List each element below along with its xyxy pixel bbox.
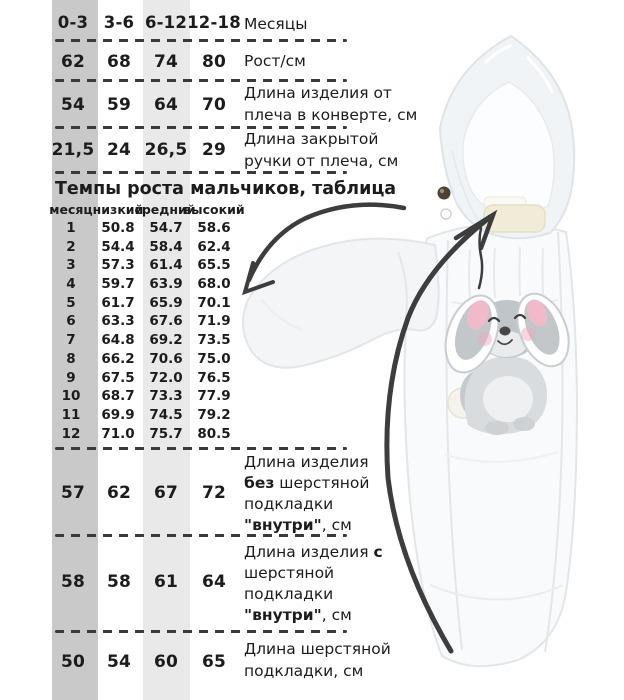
growth-medium: 75.7 bbox=[149, 425, 183, 442]
growth-medium: 54.7 bbox=[149, 220, 183, 236]
growth-medium: 63.9 bbox=[149, 276, 183, 293]
growth-low: 57.3 bbox=[101, 257, 135, 274]
growth-medium: 73.3 bbox=[149, 388, 183, 405]
growth-row bbox=[0, 219, 280, 238]
height-value: 68 bbox=[106, 52, 132, 72]
growth-high: 68.0 bbox=[197, 276, 231, 293]
months-label: Месяцы bbox=[244, 15, 308, 33]
growth-high: 58.6 bbox=[197, 220, 231, 236]
growth-month: 8 bbox=[66, 350, 76, 367]
growth-low: 68.7 bbox=[101, 388, 135, 405]
growth-row bbox=[0, 425, 280, 444]
length-no-wool-label: Длина изделия без шерстяной подкладки "внутри", см bbox=[244, 453, 370, 534]
growth-low: 67.5 bbox=[101, 369, 135, 386]
growth-month: 2 bbox=[66, 238, 76, 255]
height-value: 74 bbox=[153, 52, 179, 72]
dashed-divider bbox=[55, 534, 347, 537]
growth-medium: 74.5 bbox=[149, 406, 183, 423]
snap-button-ghost bbox=[441, 209, 451, 219]
growth-month: 3 bbox=[66, 257, 76, 274]
size-col-12-18: 12-18 bbox=[187, 13, 241, 32]
growth-low: 71.0 bbox=[101, 425, 135, 442]
growth-table-title: Темпы роста мальчиков, таблица bbox=[55, 179, 397, 199]
growth-col-low: низкий bbox=[92, 202, 144, 217]
growth-month: 7 bbox=[66, 332, 76, 349]
growth-low: 69.9 bbox=[101, 406, 135, 423]
sleeve-length-value: 26,5 bbox=[144, 140, 188, 160]
growth-row bbox=[0, 369, 280, 388]
growth-low: 66.2 bbox=[101, 350, 135, 367]
size-col-6-12: 6-12 bbox=[144, 13, 188, 32]
growth-high: 75.0 bbox=[197, 350, 231, 367]
growth-month: 9 bbox=[66, 369, 76, 386]
growth-high: 79.2 bbox=[197, 406, 231, 423]
growth-month: 6 bbox=[66, 313, 76, 330]
length-with-wool-value: 58 bbox=[106, 572, 132, 592]
growth-medium: 72.0 bbox=[149, 369, 183, 386]
wool-lining-value: 50 bbox=[60, 652, 86, 672]
height-value: 62 bbox=[60, 52, 86, 72]
growth-high: 65.5 bbox=[197, 257, 231, 274]
growth-medium: 67.6 bbox=[149, 313, 183, 330]
growth-medium: 65.9 bbox=[149, 294, 183, 311]
length-no-wool-value: 62 bbox=[106, 483, 132, 503]
growth-low: 54.4 bbox=[101, 238, 135, 255]
wool-lining-value: 54 bbox=[106, 652, 132, 672]
growth-medium: 70.6 bbox=[149, 350, 183, 367]
growth-low: 61.7 bbox=[101, 294, 135, 311]
growth-month: 10 bbox=[61, 388, 81, 405]
growth-month: 12 bbox=[61, 425, 81, 442]
growth-col-medium: средний bbox=[134, 202, 196, 217]
dashed-divider bbox=[55, 630, 347, 633]
growth-medium: 61.4 bbox=[149, 257, 183, 274]
growth-row bbox=[0, 294, 280, 313]
height-value: 80 bbox=[201, 52, 227, 72]
size-col-3-6: 3-6 bbox=[103, 13, 135, 32]
length-no-wool-value: 72 bbox=[201, 483, 227, 503]
growth-row bbox=[0, 256, 280, 275]
growth-month: 11 bbox=[61, 406, 81, 423]
wool-lining-label: Длина шерстяной подкладки, см bbox=[244, 640, 391, 680]
growth-month: 5 bbox=[66, 294, 76, 311]
growth-high: 70.1 bbox=[197, 294, 231, 311]
snap-button bbox=[438, 187, 451, 200]
length-with-wool-value: 64 bbox=[201, 572, 227, 592]
growth-low: 50.8 bbox=[101, 220, 135, 236]
sleeve-length-value: 24 bbox=[106, 140, 132, 160]
growth-col-month: месяц bbox=[49, 202, 93, 217]
height-row-label: Рост/см bbox=[244, 52, 306, 70]
growth-row bbox=[0, 406, 280, 425]
length-with-wool-label: Длина изделия с шерстяной подкладки "внутри", см bbox=[244, 543, 383, 624]
sleeve-length-label: Длина закрытой ручки от плеча, см bbox=[244, 130, 399, 170]
growth-high: 71.9 bbox=[197, 313, 231, 330]
growth-row bbox=[0, 350, 280, 369]
wool-lining-value: 60 bbox=[153, 652, 179, 672]
growth-high: 76.5 bbox=[197, 369, 231, 386]
sleeve-length-value: 21,5 bbox=[51, 140, 95, 160]
dashed-divider bbox=[55, 171, 347, 174]
length-no-wool-value: 67 bbox=[153, 483, 179, 503]
length-no-wool-value: 57 bbox=[60, 483, 86, 503]
growth-month: 1 bbox=[66, 220, 76, 236]
growth-low: 63.3 bbox=[101, 313, 135, 330]
length-envelope-value: 64 bbox=[153, 95, 179, 115]
dashed-divider bbox=[55, 39, 347, 42]
growth-row bbox=[0, 275, 280, 294]
growth-month: 4 bbox=[66, 276, 76, 293]
length-with-wool-value: 58 bbox=[60, 572, 86, 592]
growth-high: 73.5 bbox=[197, 332, 231, 349]
wool-lining-value: 65 bbox=[201, 652, 227, 672]
length-with-wool-value: 61 bbox=[153, 572, 179, 592]
size-col-0-3: 0-3 bbox=[57, 13, 89, 32]
growth-row bbox=[0, 312, 280, 331]
dashed-divider bbox=[55, 447, 347, 450]
growth-high: 77.9 bbox=[197, 388, 231, 405]
length-envelope-value: 54 bbox=[60, 95, 86, 115]
growth-high: 62.4 bbox=[197, 238, 231, 255]
length-envelope-label: Длина изделия от плеча в конверте, см bbox=[244, 84, 418, 124]
growth-row bbox=[0, 238, 280, 257]
growth-row bbox=[0, 331, 280, 350]
growth-row bbox=[0, 387, 280, 406]
length-envelope-value: 70 bbox=[201, 95, 227, 115]
growth-low: 64.8 bbox=[101, 332, 135, 349]
length-envelope-value: 59 bbox=[106, 95, 132, 115]
sleeve-length-value: 29 bbox=[201, 140, 227, 160]
growth-high: 80.5 bbox=[197, 425, 231, 442]
growth-medium: 58.4 bbox=[149, 238, 183, 255]
growth-medium: 69.2 bbox=[149, 332, 183, 349]
growth-col-high: высокий bbox=[183, 202, 245, 217]
growth-table-rows bbox=[0, 219, 280, 443]
growth-low: 59.7 bbox=[101, 276, 135, 293]
